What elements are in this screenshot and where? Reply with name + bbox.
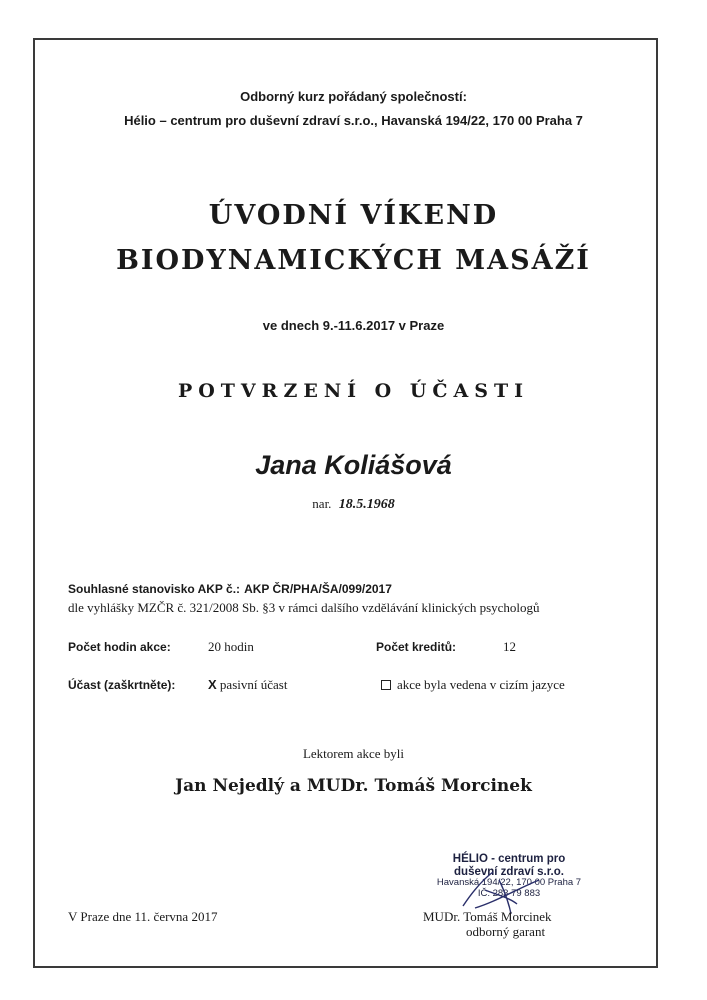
credits-label: Počet kreditů: (376, 640, 457, 654)
birth-date: 18.5.1968 (338, 497, 395, 512)
signer-role: odborný garant (466, 924, 546, 939)
organizer-address: Hélio – centrum pro duševní zdraví s.r.o., Havanská 194/22, 170 00 Praha 7 (124, 113, 583, 128)
foreign-language-option (381, 677, 565, 693)
course-dates: ve dnech 9.-11.6.2017 v Praze (262, 318, 445, 333)
passive-check-mark: X (208, 677, 217, 692)
signer-name: MUDr. Tomáš Morcinek (423, 909, 552, 924)
birth-line (0, 496, 707, 513)
foreign-language-checkbox (381, 680, 391, 690)
participation-label: Účast (zaškrtněte): (68, 678, 176, 692)
hours-value: 20 hodin (208, 639, 254, 654)
place-and-date: V Praze dne 11. června 2017 (68, 909, 218, 924)
organizer-intro: Odborný kurz pořádaný společností: (240, 89, 467, 104)
passive-participation-text: pasivní účast (219, 677, 288, 692)
accreditation-regulation: dle vyhlášky MZČR č. 321/2008 Sb. §3 v rámci dalšího vzdělávání klinických psychologů (68, 600, 540, 615)
course-title-line2: BIODYNAMICKÝCH MASÁŽÍ (116, 245, 591, 276)
stamp-line4: IČ: 283 79 883 (477, 887, 541, 899)
course-title-line1: ÚVODNÍ VÍKEND (208, 200, 499, 231)
stamp-line1: HÉLIO - centrum pro (452, 853, 566, 865)
accreditation-number: AKP ČR/PHA/ŠA/099/2017 (244, 582, 392, 596)
accreditation-label: Souhlasné stanovisko AKP č.: (68, 582, 241, 596)
lecturers-names: Jan Nejedlý a MUDr. Tomáš Morcinek (175, 776, 532, 796)
birth-prefix: nar. (312, 496, 332, 511)
foreign-language-text: akce byla vedena v cizím jazyce (397, 677, 565, 692)
stamp-line2: duševní zdraví s.r.o. (454, 865, 564, 878)
credits-value: 12 (503, 639, 516, 654)
participant-name: Jana Koliášová (255, 450, 452, 480)
stamp-line3: Havanská 194/22, 170 00 Praha 7 (436, 877, 582, 889)
lecturers-intro: Lektorem akce byli (302, 746, 405, 761)
passive-participation-option (208, 677, 287, 693)
confirmation-heading: POTVRZENÍ O ÚČASTI (177, 380, 530, 402)
hours-label: Počet hodin akce: (68, 640, 171, 654)
accreditation-line (68, 580, 392, 598)
